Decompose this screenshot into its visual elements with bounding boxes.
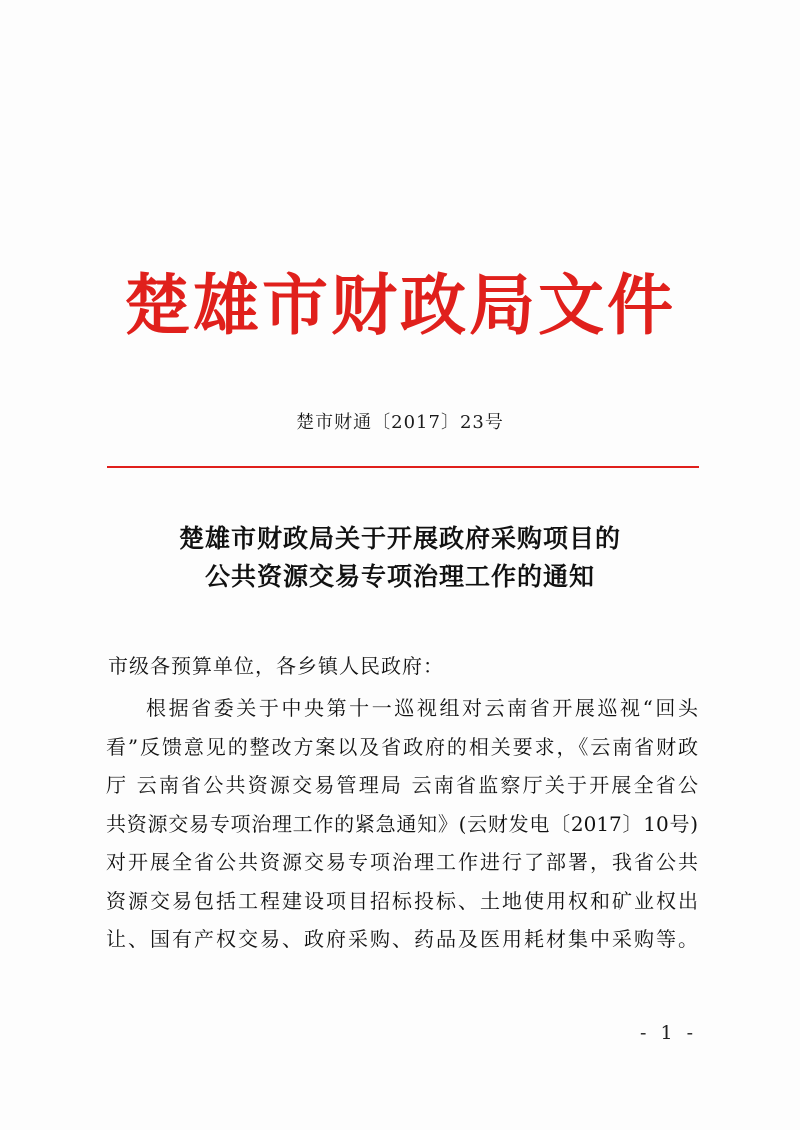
document-number: 楚市财通〔2017〕23号 bbox=[296, 412, 504, 433]
subject-line: 楚雄市财政局关于开展政府采购项目的 bbox=[178, 524, 621, 553]
salutation: 市级各预算单位，各乡镇人民政府： bbox=[108, 654, 444, 678]
document-header-title: 楚雄市财政局文件 bbox=[124, 266, 676, 344]
body-line: 资源交易包括工程建设项目招标投标、土地使用权和矿业权出 bbox=[106, 888, 698, 913]
header-red-rule bbox=[107, 466, 699, 468]
body-line: 共资源交易专项治理工作的紧急通知》(云财发电〔2017〕10号) bbox=[106, 811, 698, 836]
body-line: 看”反馈意见的整改方案以及省政府的相关要求，《云南省财政 bbox=[106, 734, 698, 759]
body-line: 根据省委关于中央第十一巡视组对云南省开展巡视“回头 bbox=[146, 696, 698, 720]
page-number: - 1 - bbox=[640, 1022, 698, 1044]
document-subject bbox=[0, 520, 800, 596]
body-line: 让、国有产权交易、政府采购、药品及医用耗材集中采购等。 bbox=[106, 927, 698, 951]
body-line: 对开展全省公共资源交易专项治理工作进行了部署，我省公共 bbox=[106, 850, 698, 874]
body-line: 厅 云南省公共资源交易管理局 云南省监察厅关于开展全省公 bbox=[106, 773, 698, 797]
body-paragraph bbox=[106, 689, 698, 959]
subject-line: 公共资源交易专项治理工作的通知 bbox=[204, 562, 595, 591]
